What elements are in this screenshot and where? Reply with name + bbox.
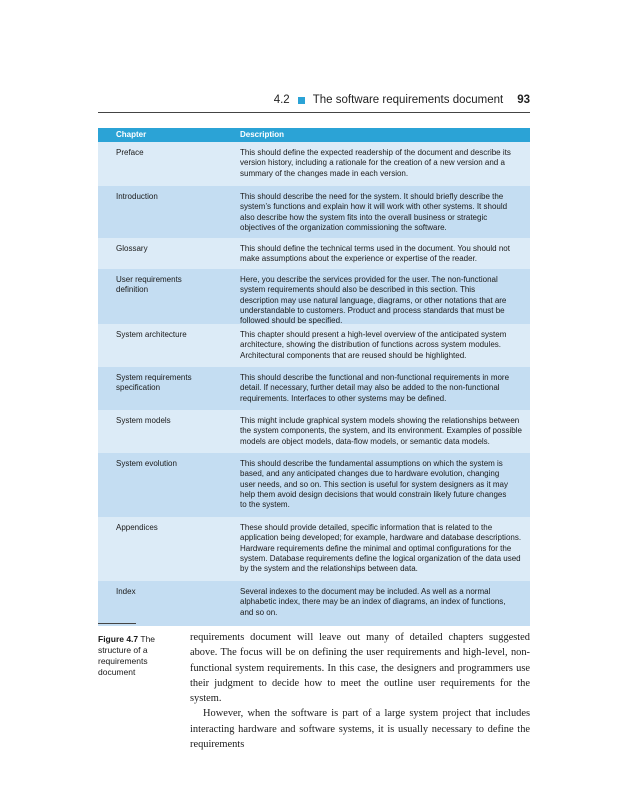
description-line: system requirements should also be described in this section. This xyxy=(240,285,476,295)
chapter-cell xyxy=(98,587,222,626)
description-cell xyxy=(222,330,530,367)
chapter-line: definition xyxy=(116,285,149,295)
table-row xyxy=(98,324,530,367)
description-line: This should describe the functional and non-functional requirements in more xyxy=(240,373,510,382)
description-line: version history, including a rationale for the creation of a new version and a xyxy=(240,158,505,168)
table-row xyxy=(98,142,530,186)
description-line: This should describe the fundamental assumptions on which the system is xyxy=(240,459,503,468)
description-line: by the system and the relationships between data. xyxy=(240,564,418,574)
body-paragraph: However, when the software is part of a large system project that includes interacting hardware and software systems, it is usually necessary to define the requirements xyxy=(190,708,530,751)
figure-caption xyxy=(98,623,168,678)
description-cell xyxy=(222,275,530,324)
description-line: This should define the expected readership of the document and describe its xyxy=(240,148,511,157)
description-line: user needs, and so on. This section is useful for system designers as it may xyxy=(240,479,508,489)
body-paragraph: requirements document will leave out many of detailed chapters suggested above. The focus will be on defining the user requirements and high-level, non-functional system requirements. In this case, the designers and programmers use their judgment to decide how to meet the outline user requirements for the system. xyxy=(190,632,530,705)
chapter-cell xyxy=(98,373,222,410)
table-row xyxy=(98,269,530,324)
chapter-cell xyxy=(98,416,222,453)
description-line: detail. If necessary, further detail may also be added to the non-functional xyxy=(240,383,500,393)
table-row xyxy=(98,186,530,238)
description-cell xyxy=(222,373,530,410)
description-line: make assumptions about the experience or expertise of the reader. xyxy=(240,254,478,264)
description-line: based, and any anticipated changes due to hardware evolution, changing xyxy=(240,469,500,479)
chapter-line: System requirements xyxy=(116,373,192,382)
description-cell xyxy=(222,192,530,238)
description-line: requirements. Interfaces to other systems may be defined. xyxy=(240,393,447,403)
caption-rule xyxy=(98,623,136,624)
column-header-description: Description xyxy=(240,129,285,139)
description-line: system’s functions and explain how it will work with other systems. It should xyxy=(240,202,508,212)
chapter-line: Glossary xyxy=(116,244,148,253)
description-line: alphabetic index, there may be an index of diagrams, an index of functions, xyxy=(240,597,506,607)
description-line: Here, you describe the services provided for the user. The non-functional xyxy=(240,275,498,284)
description-line: followed should be specified. xyxy=(240,316,343,326)
description-line: This might include graphical system models showing the relationships between xyxy=(240,416,520,425)
description-line: objectives of the organization commissioning the software. xyxy=(240,222,447,232)
description-line: summary of the changes made in each version. xyxy=(240,168,409,178)
chapter-line: System architecture xyxy=(116,330,187,339)
requirements-structure-table xyxy=(98,128,530,626)
page-number: 93 xyxy=(517,94,530,106)
table-row xyxy=(98,517,530,581)
column-header-chapter: Chapter xyxy=(116,129,147,139)
description-line: the system components, the system, and its environment. Examples of possible xyxy=(240,426,522,436)
description-line: system. Database requirements define the logical organization of the data used xyxy=(240,553,521,563)
chapter-cell xyxy=(98,523,222,581)
table-row xyxy=(98,581,530,626)
caption-text xyxy=(98,634,168,678)
table-row xyxy=(98,238,530,269)
description-line: This should describe the need for the system. It should briefly describe the xyxy=(240,192,504,201)
description-cell xyxy=(222,459,530,517)
chapter-line: Index xyxy=(116,587,136,596)
chapter-cell xyxy=(98,330,222,367)
chapter-line: System evolution xyxy=(116,459,177,468)
description-line: understandable to customers. Product and process standards that must be xyxy=(240,305,505,315)
square-bullet-icon xyxy=(298,97,305,104)
chapter-cell xyxy=(98,244,222,269)
caption-line: The xyxy=(140,634,156,644)
description-line: description may use natural language, diagrams, or other notations that are xyxy=(240,295,507,305)
description-cell xyxy=(222,587,530,626)
description-line: Hardware requirements define the minimal and optimal configurations for the xyxy=(240,543,512,553)
body-text xyxy=(190,630,530,752)
caption-line: requirements xyxy=(98,656,148,666)
description-line: These should provide detailed, specific information that is related to the xyxy=(240,523,493,532)
caption-line: structure of a xyxy=(98,645,148,655)
running-header xyxy=(274,94,530,106)
description-cell xyxy=(222,148,530,186)
chapter-cell xyxy=(98,148,222,186)
description-line: Architectural components that are reused should be highlighted. xyxy=(240,350,467,360)
chapter-line: specification xyxy=(116,383,161,393)
description-line: architecture, showing the distribution of functions across system modules. xyxy=(240,340,502,350)
chapter-line: Preface xyxy=(116,148,144,157)
chapter-line: User requirements xyxy=(116,275,182,284)
description-cell xyxy=(222,244,530,269)
chapter-cell xyxy=(98,192,222,238)
description-cell xyxy=(222,416,530,453)
description-line: and so on. xyxy=(240,607,278,617)
chapter-line: Introduction xyxy=(116,192,158,201)
section-title: The software requirements document xyxy=(312,94,504,106)
table-header xyxy=(98,128,530,142)
chapter-line: Appendices xyxy=(116,523,158,532)
chapter-line: System models xyxy=(116,416,171,425)
chapter-cell xyxy=(98,275,222,324)
section-number: 4.2 xyxy=(273,94,290,106)
description-line: models are object models, data-flow models, or semantic data models. xyxy=(240,436,490,446)
description-cell xyxy=(222,523,530,581)
table-row xyxy=(98,367,530,410)
caption-line: document xyxy=(98,667,136,677)
description-line: This chapter should present a high-level overview of the anticipated system xyxy=(240,330,507,339)
description-line: to the system. xyxy=(240,500,290,510)
header-rule xyxy=(98,112,530,113)
table-row xyxy=(98,410,530,453)
description-line: application being developed; for example, hardware and database descriptions. xyxy=(240,533,522,543)
description-line: This should define the technical terms used in the document. You should not xyxy=(240,244,510,253)
description-line: help them avoid design decisions that would constrain likely future changes xyxy=(240,489,507,499)
figure-label: Figure 4.7 xyxy=(98,634,139,644)
table-row xyxy=(98,453,530,517)
chapter-cell xyxy=(98,459,222,517)
description-line: Several indexes to the document may be included. As well as a normal xyxy=(240,587,491,596)
description-line: also describe how the system fits into the overall business or strategic xyxy=(240,212,488,222)
